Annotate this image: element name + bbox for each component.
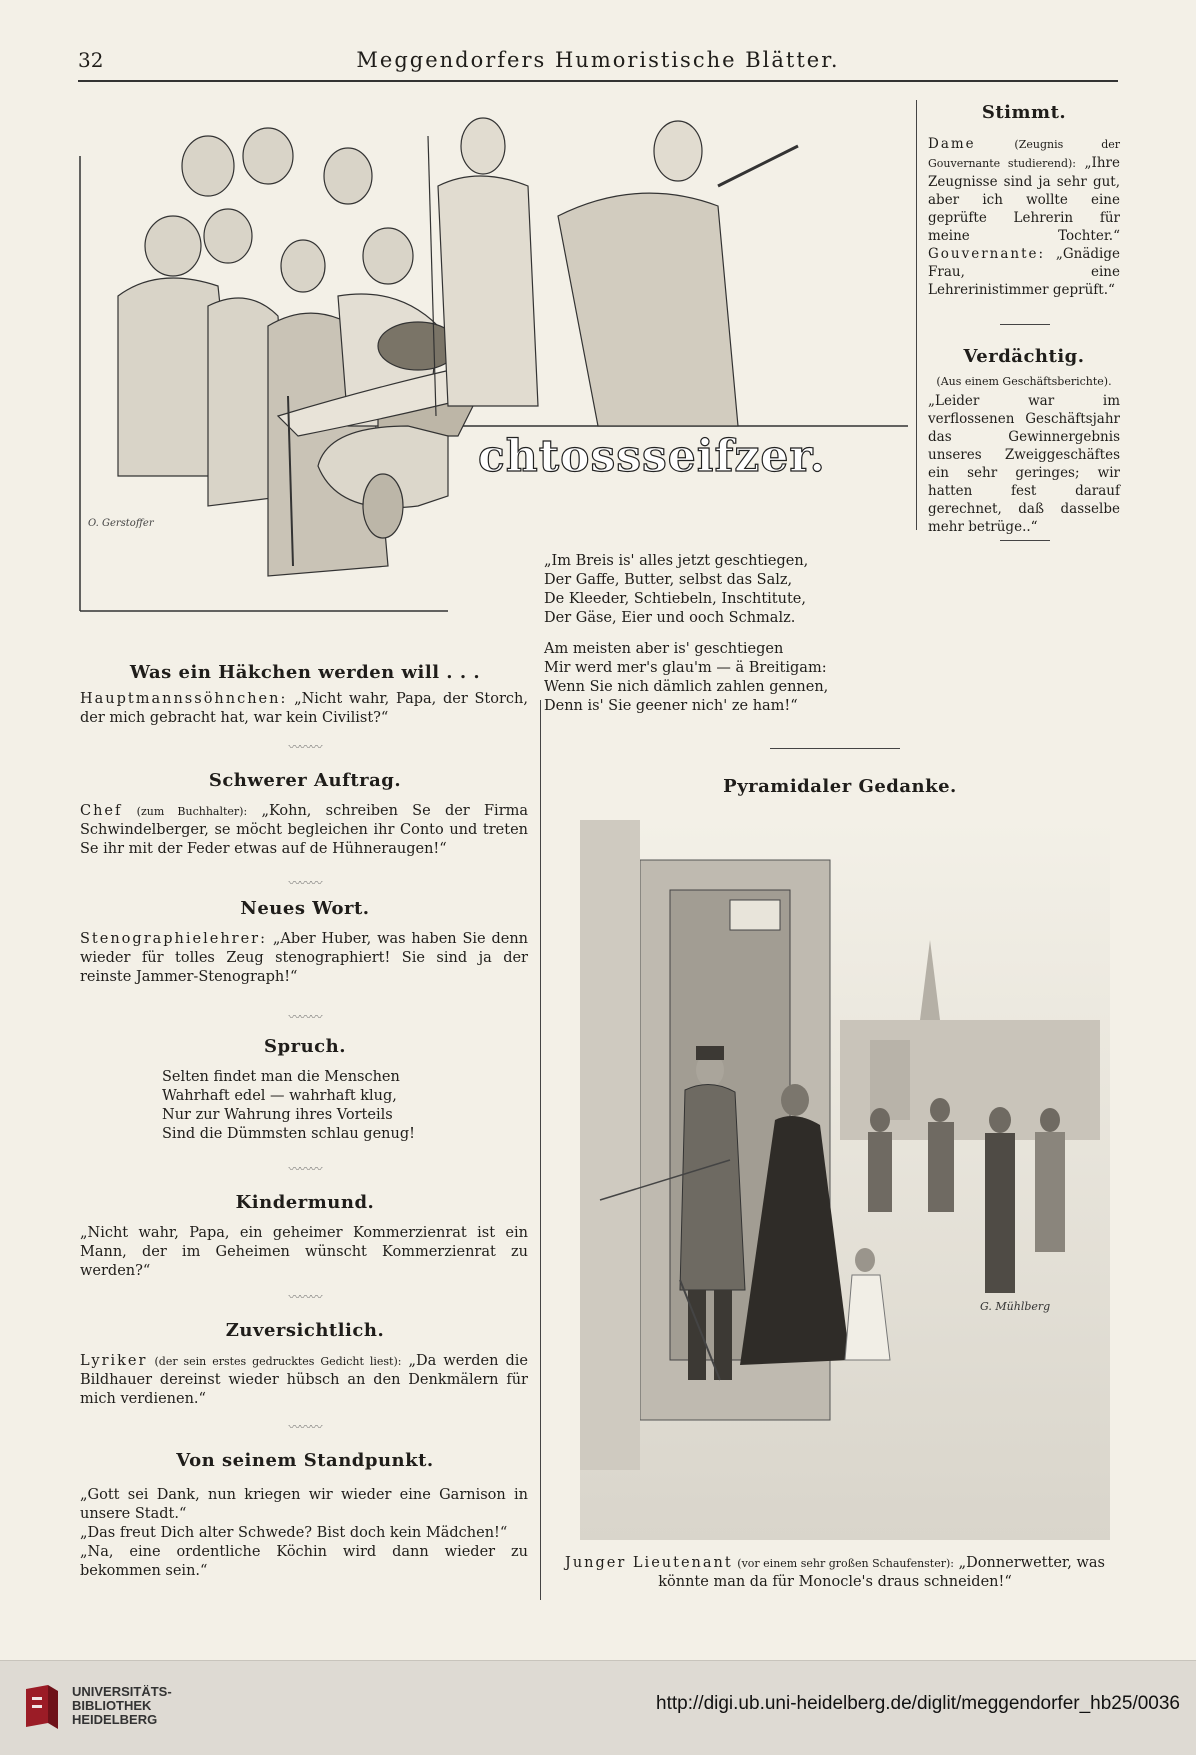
verdaechtig-text: „Leider war im verflossenen Geschäftsjahr das Gewinnergebnis unseres Zweiggeschäftes ein sehr geringes; wir hatten fest darauf gerechnet, daß dasselbe mehr betrüge..“ (928, 393, 1120, 535)
spruch-heading: Spruch. (264, 1036, 346, 1057)
library-name (72, 1685, 172, 1727)
right-column-divider (916, 100, 917, 530)
zuversicht-body: „Da werden die Bildhauer dereinst wieder hübsch an den Denkmälern für mich verdienen.“ (80, 1353, 528, 1407)
stimmt-text1: „Ihre Zeugnisse sind ja sehr gut, aber ich wollte eine geprüfte Lehrerin für meine Tochter.“ (928, 155, 1120, 244)
auftrag-speaker: Chef (80, 803, 123, 819)
poem-line: Mir werd mer's glau'm — ä Breitigam: (544, 660, 827, 676)
poem-line: Der Gäse, Eier und ooch Schmalz. (544, 610, 796, 626)
ornament: 〰〰〰 (288, 1162, 322, 1176)
pyramidal-heading: Pyramidaler Gedanke. (723, 776, 957, 797)
source-url-link[interactable]: http://digi.ub.uni-heidelberg.de/diglit/meggendorfer_hb25/0036 (656, 1693, 1180, 1714)
footer-bar (0, 1660, 1196, 1755)
zuversicht-note: (der sein erstes gedrucktes Gedicht liest): (154, 1355, 402, 1368)
street-scene-drawing (580, 820, 1110, 1540)
separator-rule (770, 748, 900, 749)
cartoon-illustration (78, 96, 908, 616)
pyramidal-speaker: Junger Lieutenant (565, 1555, 733, 1571)
ornament: 〰〰〰 (288, 1290, 322, 1304)
ornament: 〰〰〰 (288, 876, 322, 890)
spruch-line: Wahrhaft edel — wahrhaft klug, (162, 1088, 397, 1104)
verdaechtig-heading: Verdächtig. (963, 346, 1085, 367)
street-scene-signature: G. Mühlberg (980, 1300, 1051, 1313)
stimmt-speaker2: Gouvernante: (928, 246, 1046, 262)
haekchen-body: „Nicht wahr, Papa, der Storch, der mich gebracht hat, war kein Civilist?“ (80, 691, 528, 726)
left-column-divider (540, 700, 541, 1600)
zuversicht-heading: Zuversichtlich. (225, 1320, 385, 1341)
haekchen-speaker: Hauptmannssöhnchen: (80, 691, 288, 707)
cartoon-signature: O. Gerstoffer (88, 518, 154, 529)
separator-rule (1000, 540, 1050, 541)
zuversicht-speaker: Lyriker (80, 1353, 148, 1369)
page-title: Meggendorfers Humoristische Blätter. (356, 48, 840, 72)
stimmt-text (928, 135, 1120, 299)
wort-text (80, 930, 528, 987)
pyramidal-note: (vor einem sehr großen Schaufenster): (737, 1557, 954, 1570)
street-scene-illustration (580, 820, 1110, 1540)
spruch-line: Nur zur Wahrung ihres Vorteils (162, 1107, 393, 1123)
verdaechtig-note: (Aus einem Geschäftsberichte). (936, 375, 1112, 388)
poem (544, 552, 914, 716)
standpunkt-heading: Von seinem Standpunkt. (176, 1450, 434, 1471)
standpunkt-text (80, 1486, 528, 1581)
pyramidal-caption (552, 1554, 1118, 1592)
stimmt-text2: „Gnädige Frau, eine Lehrerinistimmer geprüft.“ (928, 246, 1120, 298)
kindermund-heading: Kindermund. (235, 1192, 375, 1213)
spruch-verse (162, 1068, 522, 1144)
stimmt-speaker1: Dame (928, 136, 976, 152)
library-line: UNIVERSITÄTS- (72, 1684, 172, 1699)
stimmt-note: (Zeugnis der Gouvernante studierend): (928, 138, 1120, 170)
haekchen-heading: Was ein Häkchen werden will . . . (129, 662, 481, 683)
cartoon-title-word: chtossseifzer. (478, 431, 826, 482)
auftrag-heading: Schwerer Auftrag. (208, 770, 402, 791)
wort-speaker: Stenographielehrer: (80, 931, 267, 947)
cartoon-drawing (78, 96, 908, 616)
auftrag-text (80, 802, 528, 859)
poem-line: De Kleeder, Schtiebeln, Inschtitute, (544, 591, 806, 607)
poem-line: Denn is' Sie geener nich' ze ham!“ (544, 698, 798, 714)
header-rule (78, 80, 1118, 82)
zuversicht-text (80, 1352, 528, 1409)
spruch-line: Selten findet man die Menschen (162, 1069, 400, 1085)
wort-heading: Neues Wort. (240, 898, 370, 919)
pyramidal-text: „Donnerwetter, was könnte man da für Monocle's draus schneiden!“ (658, 1555, 1105, 1590)
page-header (78, 48, 1118, 78)
wort-body: „Aber Huber, was haben Sie denn wieder für tolles Zeug stenographiert! Sie sind ja der reinste Jammer-Stenograph!“ (80, 931, 528, 985)
library-logo-icon (22, 1683, 62, 1731)
ornament: 〰〰〰 (288, 1420, 322, 1434)
library-line: BIBLIOTHEK (72, 1698, 152, 1713)
poem-line: Am meisten aber is' geschtiegen (544, 641, 784, 657)
poem-line: Der Gaffe, Butter, selbst das Salz, (544, 572, 793, 588)
auftrag-body: „Kohn, schreiben Se der Firma Schwindelberger, se möcht begleichen ihr Conto und treten Se ihr mit der Feder etwas auf de Hühneraugen!“ (80, 803, 529, 857)
stimmt-heading: Stimmt. (981, 102, 1067, 123)
library-line: HEIDELBERG (72, 1712, 158, 1727)
kindermund-text: „Nicht wahr, Papa, ein geheimer Kommerzienrat ist ein Mann, der im Geheimen wünscht Kommerzienrat zu werden?“ (80, 1225, 528, 1279)
separator-rule (1000, 324, 1050, 325)
standpunkt-p2: „Das freut Dich alter Schwede? Bist doch kein Mädchen!“ (80, 1525, 508, 1541)
poem-line: „Im Breis is' alles jetzt geschtiegen, (544, 553, 809, 569)
ornament: 〰〰〰 (288, 740, 322, 754)
spruch-line: Sind die Dümmsten schlau genug! (162, 1126, 415, 1142)
auftrag-note: (zum Buchhalter): (136, 805, 248, 818)
standpunkt-p3: „Na, eine ordentliche Köchin wird dann wieder zu bekommen sein.“ (80, 1544, 528, 1579)
poem-line: Wenn Sie nich dämlich zahlen gennen, (544, 679, 829, 695)
ornament: 〰〰〰 (288, 1010, 322, 1024)
standpunkt-p1: „Gott sei Dank, nun kriegen wir wieder eine Garnison in unsere Stadt.“ (80, 1487, 528, 1522)
haekchen-text (80, 690, 528, 728)
page-number: 32 (78, 48, 104, 72)
